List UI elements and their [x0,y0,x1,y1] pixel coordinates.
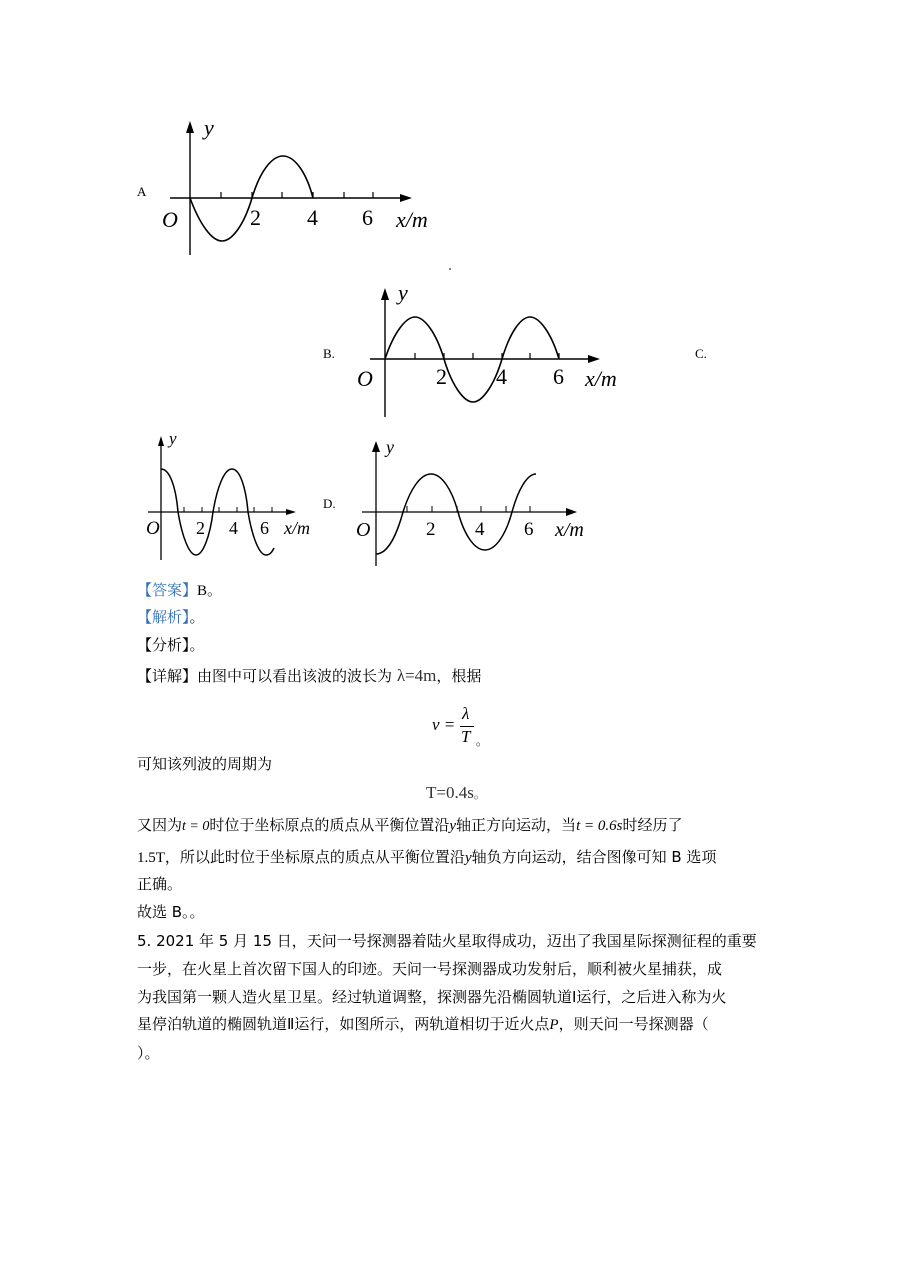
fenxi-tag: 【分析】 [137,636,190,654]
detail-line-4 [137,847,716,868]
formula-period [426,783,486,803]
question5-line-4b: ，则天问一号探测器（ [558,1015,709,1033]
option-a-tick-4: 4 [307,205,318,230]
question5-line-1: 5. 2021 年 5 月 15 日，天问一号探测器着陆火星取得成功，迈出了我国星际探测征程的重要 [137,932,757,950]
detail-text-1-end: ，根据 [436,667,482,685]
detail-text-1: 由图中可以看出该波的波长为 [197,667,393,685]
option-c-tick-6: 6 [260,518,269,538]
question5-line-4 [137,1014,709,1035]
option-d-x-label: x/m [555,519,584,541]
option-b-tick-6: 6 [553,364,564,389]
fenxi-value: 。 [189,636,205,654]
analysis-line [137,607,205,627]
answer-tag: 【答案】 [137,581,198,599]
option-c-tick-4: 4 [229,518,238,538]
option-d-wave [376,474,536,554]
detail-text-6: 故选 B。。 [137,903,205,921]
detail-tag: 【详解】 [137,667,198,685]
fenxi-line [137,635,205,655]
stray-dot [449,268,451,270]
detail-text-3c: 轴正方向运动，当 [456,816,577,834]
detail-line-1 [137,666,481,686]
analysis-tag: 【解析】 [137,608,190,626]
detail-line-2 [137,754,272,774]
option-c-x-label: x/m [284,518,310,538]
detail-text-3b: 时位于坐标原点的质点从平衡位置沿 [209,816,450,834]
formula-velocity-end: 。 [476,734,489,748]
option-a-label: A [137,184,147,199]
detail-line-6 [137,902,205,922]
question5-line-5: ）。 [137,1044,160,1062]
y-axis-ref-2: y [464,850,472,866]
option-b-x-label: x/m [585,366,617,391]
answer-value: B。 [197,583,223,599]
detail-text-4b: ，所以此时位于坐标原点的质点从平衡位置沿 [164,848,465,866]
option-a-tick-6: 6 [362,205,373,230]
option-d-origin-label: O [356,519,371,541]
option-a-y-label: y [204,115,214,140]
option-b-label: B. [323,346,335,361]
detail-text-5: 正确。 [137,875,183,893]
formula-period-text: T=0.4s [426,783,474,802]
option-c-label: C. [695,346,707,361]
detail-text-3a: 又因为 [137,816,183,834]
option-a-graph [160,115,430,260]
formula-velocity-lhs: v = [432,715,456,734]
formula-velocity-denominator: T [461,727,471,746]
lambda-expression: λ=4m [396,666,437,685]
point-p: P [549,1017,559,1033]
formula-velocity-numerator: λ [462,704,470,723]
option-d-tick-2: 2 [426,519,436,540]
option-c-y-label: y [169,429,177,448]
option-c-graph [140,428,320,568]
detail-text-4a: 1.5T [137,850,165,866]
option-c-tick-2: 2 [196,518,205,538]
question5-line-4a: 星停泊轨道的椭圆轨道Ⅱ运行，如图所示，两轨道相切于近火点 [137,1015,550,1033]
option-b-origin-label: O [357,366,373,391]
t-point-six: t = 0.6s [576,818,623,834]
option-b-graph [350,280,635,420]
t-zero: t = 0 [182,819,210,834]
option-d-tick-6: 6 [524,519,534,540]
analysis-value: 。 [189,608,205,626]
option-a-x-label: x/m [396,207,428,232]
y-axis-ref-1: y [449,818,457,834]
question5-line-3: 为我国第一颗人造火星卫星。经过轨道调整，探测器先沿椭圆轨道Ⅰ运行，之后进入称为火 [137,988,727,1006]
formula-period-end: 。 [473,787,486,801]
option-a-origin-label: O [162,207,178,232]
option-d-y-label: y [386,437,394,457]
option-d-label: D. [323,496,336,511]
detail-line-3 [137,815,682,837]
question5-line-2: 一步，在火星上首次留下国人的印迹。天问一号探测器成功发射后，顺利被火星捕获，成 [137,960,723,978]
detail-text-2: 可知该列波的周期为 [137,755,273,773]
option-c-origin-label: O [146,518,160,539]
option-d-tick-4: 4 [475,519,485,540]
option-b-tick-2: 2 [436,364,447,389]
option-b-y-label: y [398,280,408,305]
detail-text-4c: 轴负方向运动，结合图像可知 B 选项 [471,848,717,866]
detail-line-5 [137,874,182,894]
option-b-tick-4: 4 [496,364,507,389]
answer-line [137,580,222,601]
detail-text-3d: 时经历了 [622,816,683,834]
option-a-tick-2: 2 [250,205,261,230]
option-d-graph [350,432,600,572]
